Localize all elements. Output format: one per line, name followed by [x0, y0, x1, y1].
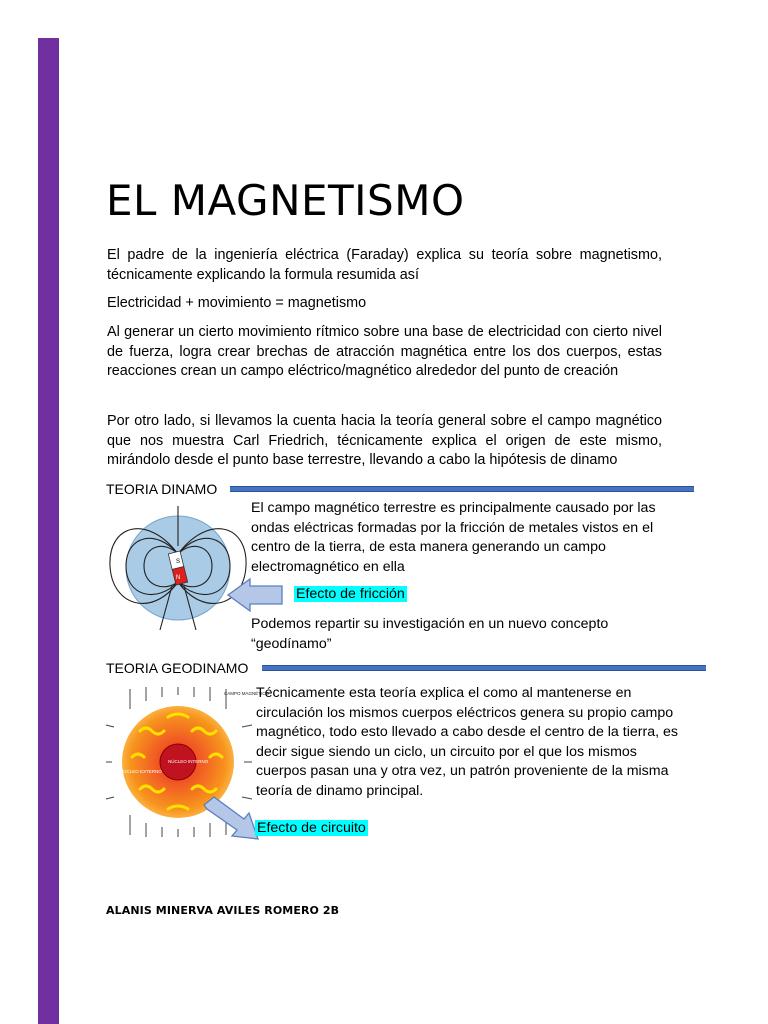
- highlight-efecto-friccion: Efecto de fricción: [296, 586, 405, 602]
- magnetic-field-label: CAMPO MAGNÉTICO: [224, 691, 270, 696]
- section-rule-geodinamo: [262, 665, 706, 671]
- arrow-down-right-icon: [202, 795, 262, 843]
- paragraph-generation: Al generar un cierto movimiento rítmico sobre una base de electricidad con cierto nivel de fuerza, logra crear brechas de atracción magnética entre los dos cuerpos, estas reacciones crean un campo eléctrico/magnético alrededor del punto de creación: [107, 324, 662, 379]
- outer-core-label: NÚCLEO EXTERNO: [120, 769, 162, 774]
- section-heading-geodinamo: TEORIA GEODINAMO: [106, 660, 249, 676]
- highlight-efecto-circuito: Efecto de circuito: [257, 820, 366, 836]
- paragraph-intro: El padre de la ingeniería eléctrica (Faraday) explica su teoría sobre magnetismo, técnicamente explicando la formula resumida así: [107, 247, 662, 283]
- inner-core-label: NÚCLEO INTERNO: [168, 759, 209, 764]
- sidebar-accent-bar: [38, 38, 59, 1024]
- author-name: ALANIS MINERVA AVILES ROMERO 2B: [106, 904, 340, 917]
- earth-magnetic-field-figure: [108, 506, 248, 632]
- dinamo-description: El campo magnético terrestre es principalmente causado por las ondas eléctricas formadas por la fricción de metales vistos en el centro de la tierra, de esta manera generando un campo electromagnético en ella: [251, 500, 656, 575]
- arrow-left-icon: [226, 577, 284, 613]
- paragraph-carl-friedrich: Por otro lado, si llevamos la cuenta hacia la teoría general sobre el campo magnético que nos muestra Carl Friedrich, técnicamente explica el origen de este mismo, mirándolo desde el punto base terrestre, llevando a cabo la hipótesis de dinamo: [107, 413, 662, 468]
- geodinamo-description: Técnicamente esta teoría explica el como al mantenerse en circulación los mismos cuerpos eléctricos genera su propio campo magnético, todo esto llevado a cabo desde el centro de la tierra, es decir sigue siendo un ciclo, un circuito por el que los mismos cuerpos pasan una y otra vez, un patrón proveniente de la misma teoría de dinamo principal.: [256, 685, 678, 799]
- magnet-north-label: N: [175, 575, 181, 581]
- magnet-south-label: S: [175, 559, 181, 565]
- paragraph-formula: Electricidad + movimiento = magnetismo: [107, 295, 367, 311]
- section-heading-dinamo: TEORIA DINAMO: [106, 481, 218, 497]
- section-rule-dinamo: [230, 486, 694, 492]
- geodinamo-note: Podemos repartir su investigación en un nuevo concepto “geodínamo”: [251, 616, 609, 652]
- page-title: EL MAGNETISMO: [106, 176, 465, 225]
